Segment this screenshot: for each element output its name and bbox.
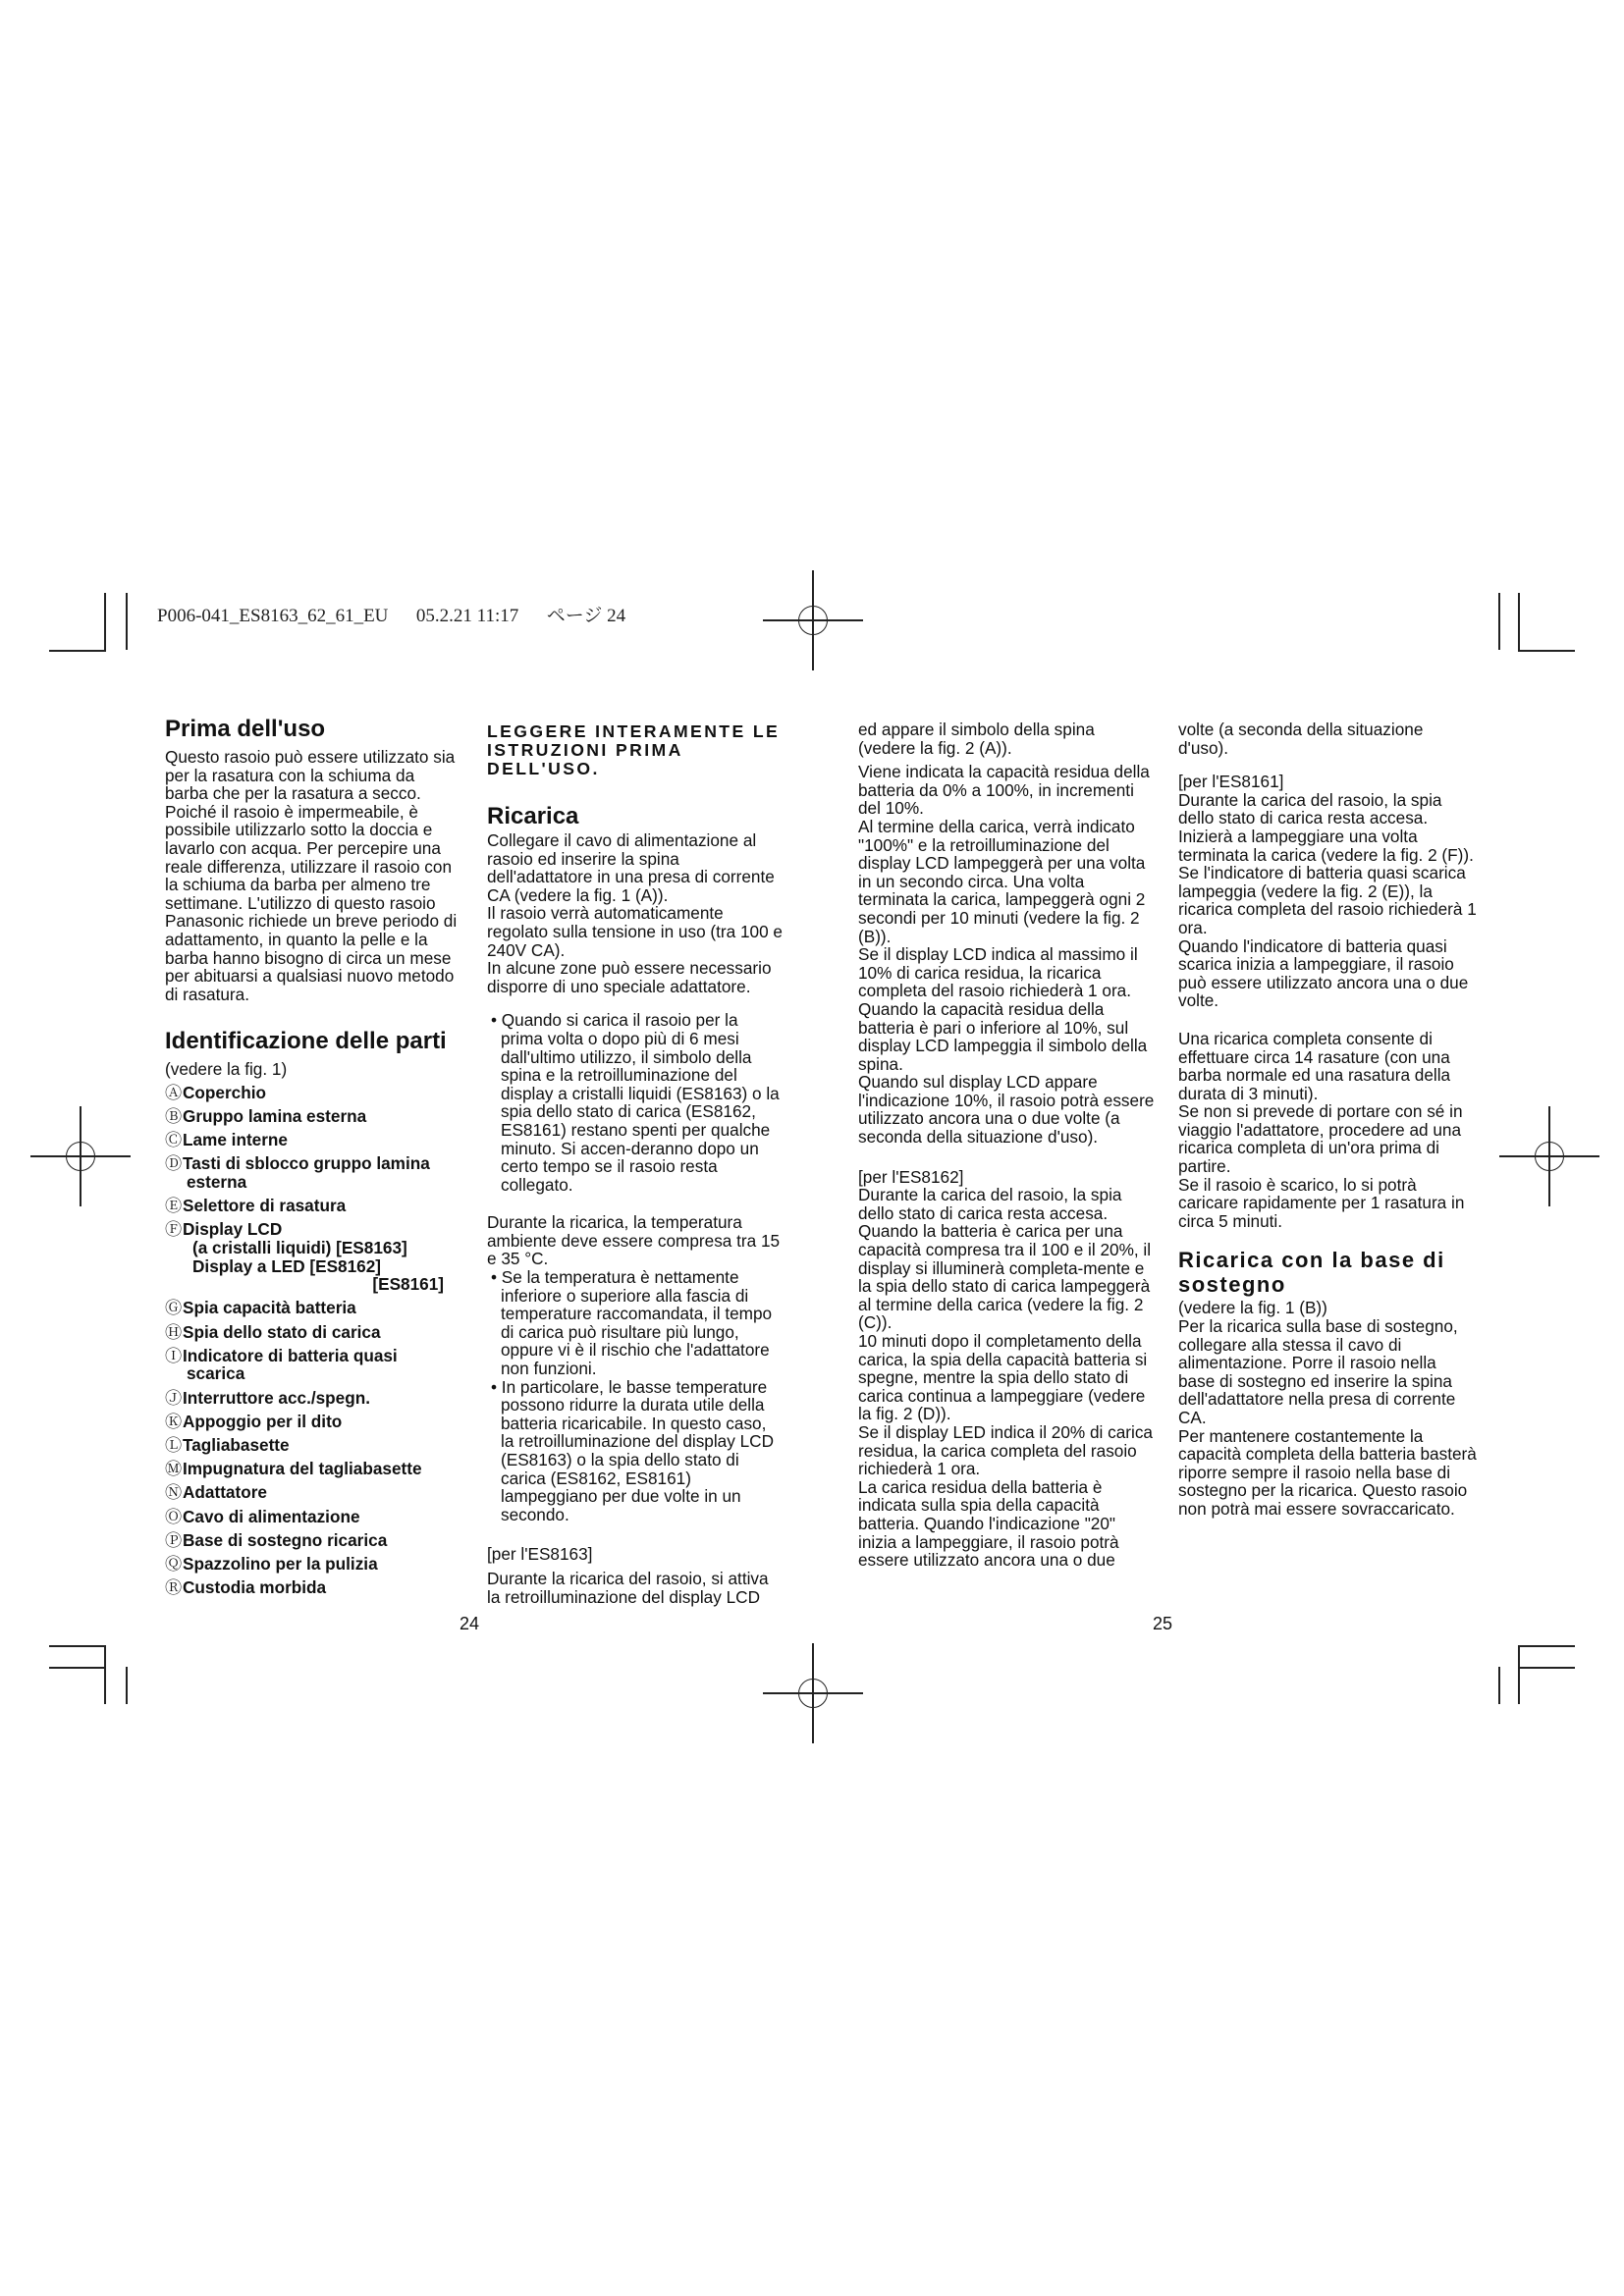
paragraph: Quando sul display LCD appare l'indicazione 10%, il rasoio potrà essere utilizzato ancora una o due volte (a seconda della situazione d'uso). <box>858 1072 1155 1148</box>
paragraph: Questo rasoio può essere utilizzato sia per la rasatura con la schiuma da barba che per la rasatura a secco. Poiché il rasoio è impermeabile, è possibile utilizzarlo sotto la doccia e lavarlo con acqua. Per percepire una reale differenza, utilizzare il rasoio con la schiuma da barba per almeno tre settimane. L'utilizzo di questo rasoio Panasonic richiede un breve periodo di adattamento, in quanto la pelle e la barba hanno bisogno di circa un mese per abituarsi a qualsiasi nuovo metodo di rasatura. <box>165 747 458 1004</box>
page-number-left: 24 <box>460 1614 480 1633</box>
registration-mark <box>1525 1132 1574 1181</box>
part-item: ⒶCoperchio <box>165 1082 266 1102</box>
paragraph: Al termine della carica, verrà indicato "100%" e la retroilluminazione del display LCD lampeggerà per una volta in un secondo circa. Una volta terminata la carica, lampeggerà ogni 2 secondi per 10 minuti (vedere la fig. 2 (B)). <box>858 816 1146 946</box>
crop-mark <box>1498 593 1500 650</box>
crop-mark <box>126 593 128 650</box>
bullet-list <box>487 1011 784 1194</box>
paragraph: Quando l'indicatore di batteria quasi scarica inizia a lampeggiare, il rasoio può essere utilizzato ancora una o due volte. <box>1178 935 1469 1011</box>
crop-mark <box>1498 1667 1500 1704</box>
crop-mark <box>1518 1645 1520 1704</box>
crop-mark <box>49 1645 104 1647</box>
column-2 <box>487 722 784 1606</box>
paragraph: Per mantenere costantemente la capacità completa della batteria basterà riporre sempre il rasoio nella base di sostegno per la ricarica. Questo rasoio non potrà mai essere sovraccaricato. <box>1178 1425 1477 1519</box>
part-item: ⒾIndicatore di batteria quasi scarica <box>165 1345 398 1384</box>
paragraph: Se il display LED indica il 20% di carica residua, la carica completa del rasoio richiederà 1 ora. <box>858 1421 1153 1479</box>
crop-mark <box>126 1667 128 1704</box>
registration-mark <box>788 596 838 645</box>
part-item: ⒺSelettore di rasatura <box>165 1196 347 1216</box>
paragraph: La carica residua della batteria è indicata sulla spia della capacità batteria. Quando l'indicazione "20" inizia a lampeggiare, il rasoio potrà essere utilizzato ancora una o due <box>858 1476 1119 1571</box>
crop-mark <box>1520 1667 1575 1669</box>
print-slug: P006-041_ES8163_62_61_EU 05.2.21 11:17 ページ 24 <box>157 606 626 626</box>
paragraph: Quando la batteria è carica per una capacità compresa tra il 100 e il 20%, il display si illuminerà completa-mente e la spia dello stato di carica lampeggerà al termine della carica (vedere la fig. 2 (C)). <box>858 1221 1152 1333</box>
part-item: ⒽSpia dello stato di carica <box>165 1321 381 1342</box>
paragraph: In alcune zone può essere necessario disporre di uno speciale adattatore. <box>487 958 772 996</box>
part-item: ⓂImpugnatura del tagliabasette <box>165 1459 422 1479</box>
paragraph: Collegare il cavo di alimentazione al rasoio ed inserire la spina dell'adattatore in una presa di corrente CA (vedere la fig. 1 (A)). <box>487 830 775 905</box>
paragraph: 10 minuti dopo il completamento della carica, la spia della capacità batteria si spegne, mentre la spia dello stato di carica continua a lampeggiare (vedere la fig. 2 (D)). <box>858 1331 1148 1424</box>
part-item: ⓆSpazzolino per la pulizia <box>165 1553 378 1574</box>
bullet-item: • Quando si carica il rasoio per la prima volta o dopo più di 6 mesi dall'ultimo utilizzo, il simbolo della spina e la retroilluminazione del display a cristalli liquidi (ES8163) o la spia dello stato di carica (ES8162, ES8161) restano spenti per qualche minuto. Si accen-deranno dopo un certo tempo se il rasoio resta collegato. <box>491 1010 780 1195</box>
paragraph: Una ricarica completa consente di effettuare circa 14 rasature (con una barba normale ed una rasatura della durata di 3 minuti). <box>1178 1028 1451 1103</box>
part-item: ⒹTasti di sblocco gruppo lamina esterna <box>165 1153 430 1193</box>
column-4 <box>1178 721 1477 1519</box>
crop-mark <box>104 593 106 652</box>
parts-list <box>165 1084 461 1597</box>
model-label: [per l'ES8161] <box>1178 772 1284 792</box>
registration-mark <box>788 1669 838 1718</box>
paragraph: Durante la carica del rasoio, la spia dello stato di carica resta accesa. Inizierà a lampeggiare una volta terminata la carica (vedere la fig. 2 (F)). <box>1178 789 1474 865</box>
part-item: ⓇCustodia morbida <box>165 1577 327 1598</box>
column-3 <box>858 721 1155 1570</box>
heading-base-sostegno: Ricarica con la base di sostegno <box>1178 1248 1445 1298</box>
figure-reference: (vedere la fig. 1) <box>165 1059 288 1080</box>
paragraph: volte (a seconda della situazione d'uso). <box>1178 720 1424 758</box>
model-label: [per l'ES8163] <box>487 1544 593 1565</box>
part-item: ⒸLame interne <box>165 1130 288 1150</box>
paragraph: Se il display LCD indica al massimo il 10% di carica residua, la ricarica completa del rasoio richiederà 1 ora. <box>858 944 1138 1001</box>
part-item: ⓄCavo di alimentazione <box>165 1506 360 1526</box>
paragraph: Se non si prevede di portare con sé in viaggio l'adattatore, procedere ad una ricarica completa di un'ora prima di partire. <box>1178 1101 1463 1177</box>
paragraph: Durante la carica del rasoio, la spia dello stato di carica resta accesa. <box>858 1185 1122 1223</box>
crop-mark <box>1520 1645 1575 1647</box>
bullet-list <box>487 1268 784 1523</box>
crop-mark <box>1518 593 1520 652</box>
paragraph: Se l'indicatore di batteria quasi scarica lampeggia (vedere la fig. 2 (E)), la ricarica completa del rasoio richiederà 1 ora. <box>1178 863 1477 937</box>
crop-mark <box>49 650 104 652</box>
paragraph: Se il rasoio è scarico, lo si potrà caricare rapidamente per 1 rasatura in circa 5 minuti. <box>1178 1174 1465 1231</box>
paragraph: Per la ricarica sulla base di sostegno, collegare alla stessa il cavo di alimentazione. Porre il rasoio nella base di sostegno ed inserire la spina dell'adattatore nella presa di corrente CA. <box>1178 1316 1458 1427</box>
part-item: ⒷGruppo lamina esterna <box>165 1106 367 1127</box>
crop-mark <box>49 1667 104 1669</box>
crop-mark <box>1520 650 1575 652</box>
part-item: ⓀAppoggio per il dito <box>165 1411 343 1431</box>
heading-leggere: LEGGERE INTERAMENTE LE ISTRUZIONI PRIMA DELL'USO. <box>487 721 781 778</box>
paragraph: Il rasoio verrà automaticamente regolato sulla tensione in uso (tra 100 e 240V CA). <box>487 903 783 960</box>
part-item: ⓃAdattatore <box>165 1482 267 1503</box>
paragraph: Quando la capacità residua della batteria è pari o inferiore al 10%, sul display LCD lampeggia il simbolo della spina. <box>858 998 1148 1074</box>
heading-prima-uso: Prima dell'uso <box>165 716 326 742</box>
page-number-right: 25 <box>1153 1614 1173 1633</box>
part-item: ⒻDisplay LCD (a cristalli liquidi) [ES8163] Display a LED [ES8162] [ES8161] <box>165 1219 444 1295</box>
part-item: ⓅBase di sostegno ricarica <box>165 1529 388 1550</box>
column-1 <box>165 717 461 1602</box>
crop-mark <box>104 1645 106 1704</box>
paragraph: ed appare il simbolo della spina (vedere la fig. 2 (A)). <box>858 720 1095 758</box>
paragraph: Durante la ricarica, la temperatura ambiente deve essere compresa tra 15 e 35 °C. <box>487 1212 781 1269</box>
part-item: ⒼSpia capacità batteria <box>165 1298 356 1318</box>
part-item: ⒿInterruttore acc./spegn. <box>165 1387 371 1408</box>
bullet-item: • Se la temperatura è nettamente inferiore o superiore alla fascia di temperature raccomandata, il tempo di carica può risultare più lungo, oppure vi è il rischio che l'adattatore non funzioni. <box>491 1267 773 1379</box>
model-label: [per l'ES8162] <box>858 1166 964 1187</box>
paragraph: Durante la ricarica del rasoio, si attiva la retroilluminazione del display LCD <box>487 1568 769 1607</box>
part-item: ⓁTagliabasette <box>165 1434 290 1455</box>
heading-identificazione: Identificazione delle parti <box>165 1028 447 1055</box>
figure-reference: (vedere la fig. 1 (B)) <box>1178 1298 1327 1318</box>
bullet-item: • In particolare, le basse temperature possono ridurre la durata utile della batteria ricaricabile. In questo caso, la retroilluminazione del display LCD (ES8163) o la spia dello stato di carica (ES8162, ES8161) lampeggiano per due volte in un secondo. <box>491 1376 774 1524</box>
registration-mark <box>56 1132 105 1181</box>
heading-ricarica: Ricarica <box>487 803 579 829</box>
paragraph: Viene indicata la capacità residua della batteria da 0% a 100%, in incrementi del 10%. <box>858 762 1150 819</box>
